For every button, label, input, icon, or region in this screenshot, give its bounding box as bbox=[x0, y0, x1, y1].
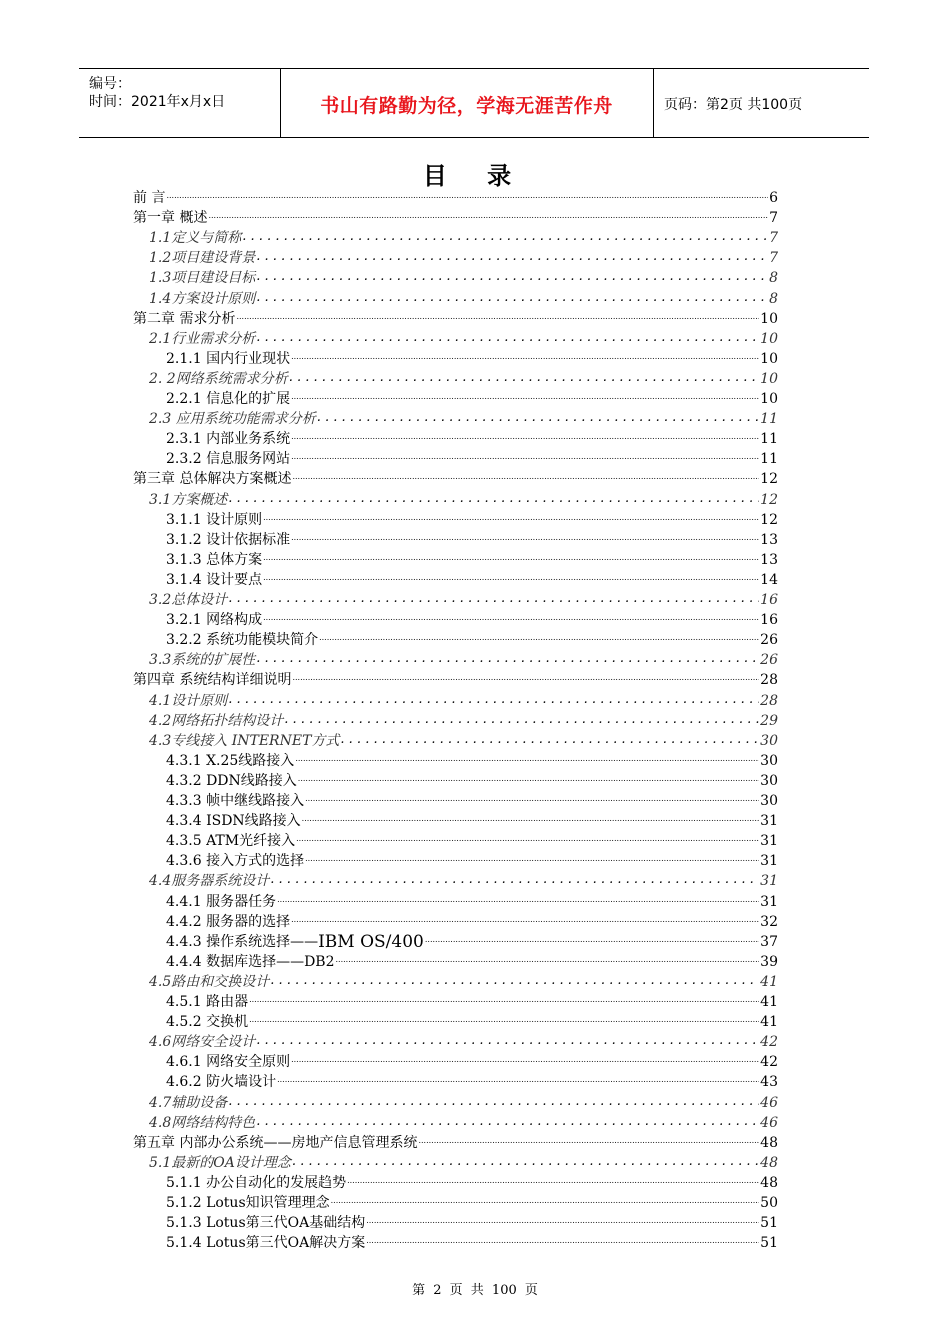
toc-entry-title: 4.4.4 数据库选择——DB2 bbox=[166, 953, 335, 970]
toc-entry[interactable] bbox=[166, 891, 778, 911]
toc-entry[interactable] bbox=[149, 710, 778, 730]
toc-entry[interactable] bbox=[149, 288, 778, 308]
toc-entry-page: 46 bbox=[760, 1114, 778, 1131]
toc-entry-page: 8 bbox=[769, 270, 778, 287]
toc-entry[interactable] bbox=[166, 348, 778, 368]
toc-entry-title: 3.1.4 设计要点 bbox=[166, 571, 263, 588]
toc-entry-title: 2.1行业需求分析 bbox=[149, 330, 256, 347]
toc-entry-title: 5.1.2 Lotus知识管理理念 bbox=[166, 1195, 330, 1211]
toc-entry-title: 2.2.1 信息化的扩展 bbox=[166, 391, 291, 407]
toc-entry-title: 2. 2网络系统需求分析 bbox=[149, 370, 288, 387]
toc-dot-leader bbox=[340, 732, 759, 750]
toc-dot-leader bbox=[305, 792, 759, 810]
toc-dot-leader bbox=[208, 209, 768, 227]
toc-entry-page: 26 bbox=[760, 652, 778, 669]
toc-dot-leader bbox=[291, 390, 759, 408]
toc-entry-title: 5.1.1 办公自动化的发展趋势 bbox=[166, 1174, 347, 1191]
toc-entry[interactable] bbox=[133, 1132, 778, 1152]
toc-dot-leader bbox=[270, 973, 759, 991]
toc-dot-leader bbox=[256, 651, 759, 669]
toc-dot-leader bbox=[166, 189, 768, 207]
toc-entry-title: 4.3.4 ISDN线路接入 bbox=[166, 813, 301, 830]
toc-entry[interactable] bbox=[166, 1212, 778, 1232]
header-motto-cell bbox=[280, 69, 654, 137]
toc-dot-leader bbox=[296, 832, 759, 850]
toc-entry[interactable] bbox=[166, 569, 778, 589]
toc-entry-page: 31 bbox=[760, 813, 778, 830]
toc-dot-leader bbox=[284, 712, 759, 730]
toc-entry[interactable] bbox=[149, 589, 778, 609]
toc-entry[interactable] bbox=[149, 247, 778, 267]
toc-entry[interactable] bbox=[149, 690, 778, 710]
toc-entry-title: 4.7辅助设备 bbox=[149, 1094, 228, 1111]
toc-entry-page: 13 bbox=[760, 551, 778, 568]
toc-entry[interactable] bbox=[166, 810, 778, 830]
toc-entry-title: 第五章 内部办公系统——房地产信息管理系统 bbox=[133, 1134, 418, 1151]
toc-dot-leader bbox=[291, 450, 759, 468]
toc-entry-page: 10 bbox=[760, 370, 778, 387]
toc-entry[interactable] bbox=[166, 509, 778, 529]
toc-dot-leader bbox=[242, 229, 768, 247]
toc-entry[interactable] bbox=[149, 649, 778, 669]
toc-dot-leader bbox=[336, 953, 760, 971]
toc-entry-title: 4.5.1 路由器 bbox=[166, 994, 249, 1010]
toc-entry-title: 4.3.5 ATM光纤接入 bbox=[166, 833, 296, 850]
toc-entry[interactable] bbox=[149, 971, 778, 991]
toc-entry-page: 31 bbox=[760, 853, 778, 870]
toc-entry-page: 16 bbox=[760, 592, 778, 608]
toc-entry[interactable] bbox=[149, 870, 778, 890]
toc-entry-page: 48 bbox=[760, 1174, 778, 1191]
toc-dot-leader bbox=[305, 852, 759, 870]
toc-title: 目 录 bbox=[422, 161, 528, 190]
toc-entry[interactable] bbox=[166, 529, 778, 549]
toc-entry-title: 3.3系统的扩展性 bbox=[149, 652, 256, 669]
toc-dot-leader bbox=[291, 913, 759, 931]
toc-dot-leader bbox=[256, 249, 768, 267]
toc-entry-page: 46 bbox=[760, 1094, 778, 1111]
toc-entry[interactable] bbox=[166, 991, 778, 1011]
toc-entry-title: 3.1.3 总体方案 bbox=[166, 551, 263, 568]
toc-entry[interactable] bbox=[166, 388, 778, 408]
toc-dot-leader bbox=[331, 1194, 760, 1212]
toc-dot-leader bbox=[295, 752, 759, 770]
toc-dot-leader bbox=[270, 872, 759, 890]
toc-entry-page: 28 bbox=[760, 692, 778, 709]
toc-entry-page: 12 bbox=[760, 491, 778, 508]
toc-entry-title: 1.1定义与简称 bbox=[149, 230, 242, 247]
toc-entry-page: 42 bbox=[760, 1054, 778, 1071]
toc-entry[interactable] bbox=[166, 629, 778, 649]
toc-entry[interactable] bbox=[149, 1112, 778, 1132]
toc-entry[interactable] bbox=[166, 1172, 778, 1192]
toc-entry-page: 48 bbox=[760, 1134, 778, 1151]
toc-entry-page: 30 bbox=[760, 752, 778, 769]
toc-entry-page: 51 bbox=[760, 1235, 778, 1252]
toc-dot-leader bbox=[256, 330, 759, 348]
toc-entry-page: 11 bbox=[760, 451, 778, 468]
toc-entry-page: 12 bbox=[760, 471, 778, 488]
toc-entry-title: 3.1方案概述 bbox=[149, 491, 228, 508]
toc-dot-leader bbox=[256, 290, 768, 308]
toc-dot-leader bbox=[256, 1114, 759, 1132]
toc-entry-page: 30 bbox=[760, 793, 778, 809]
toc-entry[interactable] bbox=[166, 1232, 778, 1252]
toc-entry-title: 2.3 应用系统功能需求分析 bbox=[149, 411, 316, 428]
toc-entry[interactable] bbox=[166, 1071, 778, 1091]
toc-entry-title: 1.3项目建设目标 bbox=[149, 270, 256, 287]
toc-entry-page: 41 bbox=[760, 973, 778, 990]
toc-entry[interactable] bbox=[166, 750, 778, 770]
toc-entry-title: 第三章 总体解决方案概述 bbox=[133, 471, 292, 488]
toc-entry-page: 11 bbox=[760, 431, 778, 448]
toc-entry[interactable] bbox=[166, 790, 778, 810]
toc-entry-page: 14 bbox=[760, 571, 778, 588]
toc-entry-title: 第四章 系统结构详细说明 bbox=[133, 672, 292, 689]
toc-entry-page: 10 bbox=[760, 310, 778, 327]
toc-entry-page: 16 bbox=[760, 612, 778, 629]
toc-dot-leader bbox=[298, 772, 759, 790]
toc-entry-title: 4.4.3 操作系统选择—— bbox=[166, 933, 319, 950]
toc-entry[interactable] bbox=[149, 368, 778, 388]
toc-entry-page: 26 bbox=[760, 632, 778, 649]
toc-entry-title: 2.3.2 信息服务网站 bbox=[166, 451, 291, 468]
toc-dot-leader bbox=[277, 1073, 759, 1091]
toc-entry[interactable] bbox=[149, 328, 778, 348]
number-label: 编号： bbox=[89, 76, 131, 92]
toc-dot-leader bbox=[277, 893, 759, 911]
toc-entry-page: 50 bbox=[760, 1195, 778, 1211]
toc-entry[interactable] bbox=[166, 830, 778, 850]
toc-entry-page: 8 bbox=[769, 290, 778, 307]
toc-entry-title: 2.1.1 国内行业现状 bbox=[166, 350, 291, 367]
toc-dot-leader bbox=[366, 1214, 759, 1232]
toc-entry-title: 4.4.2 服务器的选择 bbox=[166, 913, 291, 930]
toc-entry-page: 41 bbox=[760, 994, 778, 1010]
toc-entry-title: 3.1.1 设计原则 bbox=[166, 511, 263, 528]
toc-entry-page: 7 bbox=[769, 210, 778, 227]
motto-text: 书山有路勤为径，学海无涯苦作舟 bbox=[320, 95, 613, 117]
toc-entry-page: 7 bbox=[769, 230, 778, 247]
toc-entry-title: 4.4服务器系统设计 bbox=[149, 873, 270, 890]
toc-dot-leader bbox=[425, 933, 759, 951]
toc-entry[interactable] bbox=[133, 308, 778, 328]
toc-entry[interactable] bbox=[133, 669, 778, 689]
toc-dot-leader bbox=[256, 269, 768, 287]
toc-dot-leader bbox=[366, 1234, 759, 1252]
toc-dot-leader bbox=[228, 1094, 759, 1112]
toc-entry[interactable] bbox=[166, 931, 778, 951]
toc-entry-page: 29 bbox=[760, 712, 778, 729]
toc-entry-title: 5.1.3 Lotus第三代OA基础结构 bbox=[166, 1215, 366, 1232]
toc-entry-page: 10 bbox=[760, 350, 778, 367]
toc-entry[interactable] bbox=[166, 1011, 778, 1031]
toc-entry-page: 6 bbox=[769, 190, 778, 206]
toc-dot-leader bbox=[319, 631, 759, 649]
toc-entry[interactable] bbox=[133, 187, 778, 207]
toc-entry[interactable] bbox=[149, 408, 778, 428]
toc-entry-title-emphasis: IBM OS/400 bbox=[318, 931, 424, 952]
toc-entry-title: 2.3.1 内部业务系统 bbox=[166, 431, 291, 448]
toc-dot-leader bbox=[302, 812, 760, 830]
toc-dot-leader bbox=[263, 611, 759, 629]
toc-dot-leader bbox=[228, 692, 759, 710]
header-info-cell bbox=[79, 69, 281, 137]
toc-entry-page: 42 bbox=[760, 1034, 778, 1051]
toc-entry[interactable] bbox=[166, 1192, 778, 1212]
toc-entry-page: 31 bbox=[760, 893, 778, 910]
toc-entry[interactable] bbox=[166, 911, 778, 931]
toc-entry-title: 4.6.1 网络安全原则 bbox=[166, 1054, 291, 1071]
toc-entry-page: 7 bbox=[769, 250, 778, 267]
toc-entry-page: 43 bbox=[760, 1074, 778, 1091]
header-page-cell bbox=[654, 69, 869, 137]
toc-dot-leader bbox=[228, 591, 759, 609]
header-table bbox=[79, 68, 869, 138]
toc-dot-leader bbox=[263, 571, 759, 589]
toc-dot-leader bbox=[291, 430, 759, 448]
toc-entry-title: 4.5.2 交换机 bbox=[166, 1014, 249, 1031]
toc-dot-leader bbox=[289, 370, 759, 388]
toc-entry-title: 4.3.6 接入方式的选择 bbox=[166, 853, 305, 870]
toc-dot-leader bbox=[291, 531, 759, 549]
toc-entry[interactable] bbox=[149, 1031, 778, 1051]
toc-dot-leader bbox=[256, 1033, 759, 1051]
toc-entry[interactable] bbox=[133, 207, 778, 227]
toc-entry[interactable] bbox=[149, 730, 778, 750]
toc-entry-title: 第二章 需求分析 bbox=[133, 310, 236, 327]
toc-entry-title: 第一章 概述 bbox=[133, 210, 208, 227]
toc-entry-title: 4.6网络安全设计 bbox=[149, 1034, 256, 1051]
toc-entry[interactable] bbox=[166, 549, 778, 569]
toc-dot-leader bbox=[347, 1174, 759, 1192]
toc-entry-title: 4.3.2 DDN线路接入 bbox=[166, 772, 297, 789]
toc-entry-page: 13 bbox=[760, 531, 778, 548]
toc-entry[interactable] bbox=[166, 770, 778, 790]
toc-entry-page: 28 bbox=[760, 672, 778, 689]
toc-entry[interactable] bbox=[149, 1092, 778, 1112]
toc-dot-leader bbox=[263, 511, 759, 529]
toc-entry-title: 3.2.2 系统功能模块简介 bbox=[166, 632, 319, 649]
toc-entry[interactable] bbox=[166, 1051, 778, 1071]
toc-entry-page: 37 bbox=[760, 933, 778, 950]
toc-entry[interactable] bbox=[166, 428, 778, 448]
toc-entry-page: 31 bbox=[760, 873, 778, 890]
toc-entry-page: 48 bbox=[760, 1154, 778, 1171]
toc-entry[interactable] bbox=[133, 468, 778, 488]
toc-entry-page: 41 bbox=[760, 1014, 778, 1031]
toc-entry-title: 4.5路由和交换设计 bbox=[149, 973, 270, 990]
toc-dot-leader bbox=[418, 1134, 759, 1152]
toc-dot-leader bbox=[228, 491, 759, 509]
toc-dot-leader bbox=[291, 350, 759, 368]
toc-entry-page: 30 bbox=[760, 772, 778, 789]
toc-entry-title: 4.6.2 防火墙设计 bbox=[166, 1074, 277, 1091]
toc-entry-title: 3.2总体设计 bbox=[149, 592, 228, 608]
page-info: 页码：第2页 共100页 bbox=[664, 97, 803, 113]
toc-entry-page: 39 bbox=[760, 953, 778, 970]
toc-dot-leader bbox=[292, 1154, 759, 1172]
toc-entry[interactable] bbox=[149, 267, 778, 287]
toc-entry-title: 5.1最新的OA设计理念 bbox=[149, 1154, 291, 1171]
toc-entry-page: 51 bbox=[760, 1215, 778, 1232]
toc-entry[interactable] bbox=[149, 227, 778, 247]
toc-entry[interactable] bbox=[166, 951, 778, 971]
toc-entry-title: 5.1.4 Lotus第三代OA解决方案 bbox=[166, 1235, 366, 1252]
toc-entry-title: 4.3专线接入 INTERNET方式 bbox=[149, 732, 340, 749]
toc-entry-title: 3.1.2 设计依据标准 bbox=[166, 531, 291, 548]
toc-dot-leader bbox=[292, 470, 759, 488]
toc-entry[interactable] bbox=[166, 609, 778, 629]
toc-entry-title: 4.2网络拓扑结构设计 bbox=[149, 712, 284, 729]
toc-entry-page: 11 bbox=[760, 411, 778, 428]
toc-entry-title: 1.2项目建设背景 bbox=[149, 250, 256, 267]
toc-entry[interactable] bbox=[149, 1152, 778, 1172]
toc-entry-page: 12 bbox=[760, 511, 778, 528]
toc-entry-title: 4.3.3 帧中继线路接入 bbox=[166, 793, 305, 809]
toc-entry-page: 30 bbox=[760, 732, 778, 749]
toc-entry[interactable] bbox=[166, 850, 778, 870]
toc-dot-leader bbox=[263, 551, 759, 569]
toc-entry-page: 32 bbox=[760, 913, 778, 930]
page-footer: 第 2 页 共 100 页 bbox=[412, 1283, 538, 1298]
toc-dot-leader bbox=[291, 1053, 759, 1071]
toc-entry-title: 4.8网络结构特色 bbox=[149, 1114, 256, 1131]
toc-entry-page: 10 bbox=[760, 391, 778, 407]
toc-dot-leader bbox=[249, 1013, 759, 1031]
toc-entry-title: 前 言 bbox=[133, 190, 166, 206]
toc-entry-title: 1.4方案设计原则 bbox=[149, 290, 256, 307]
toc-dot-leader bbox=[249, 993, 759, 1011]
toc-entry-title: 3.2.1 网络构成 bbox=[166, 612, 263, 629]
toc-entry[interactable] bbox=[149, 489, 778, 509]
toc-entry-title: 4.3.1 X.25线路接入 bbox=[166, 752, 295, 769]
toc-dot-leader bbox=[236, 310, 759, 328]
toc-entry-page: 10 bbox=[760, 330, 778, 347]
toc-entry-title: 4.1设计原则 bbox=[149, 692, 228, 709]
toc-entry-title: 4.4.1 服务器任务 bbox=[166, 893, 277, 910]
toc-entry-page: 31 bbox=[760, 833, 778, 850]
toc-dot-leader bbox=[317, 410, 759, 428]
toc-entry[interactable] bbox=[166, 448, 778, 468]
date-label: 时间：2021年x月x日 bbox=[89, 94, 226, 110]
toc-dot-leader bbox=[292, 671, 759, 689]
